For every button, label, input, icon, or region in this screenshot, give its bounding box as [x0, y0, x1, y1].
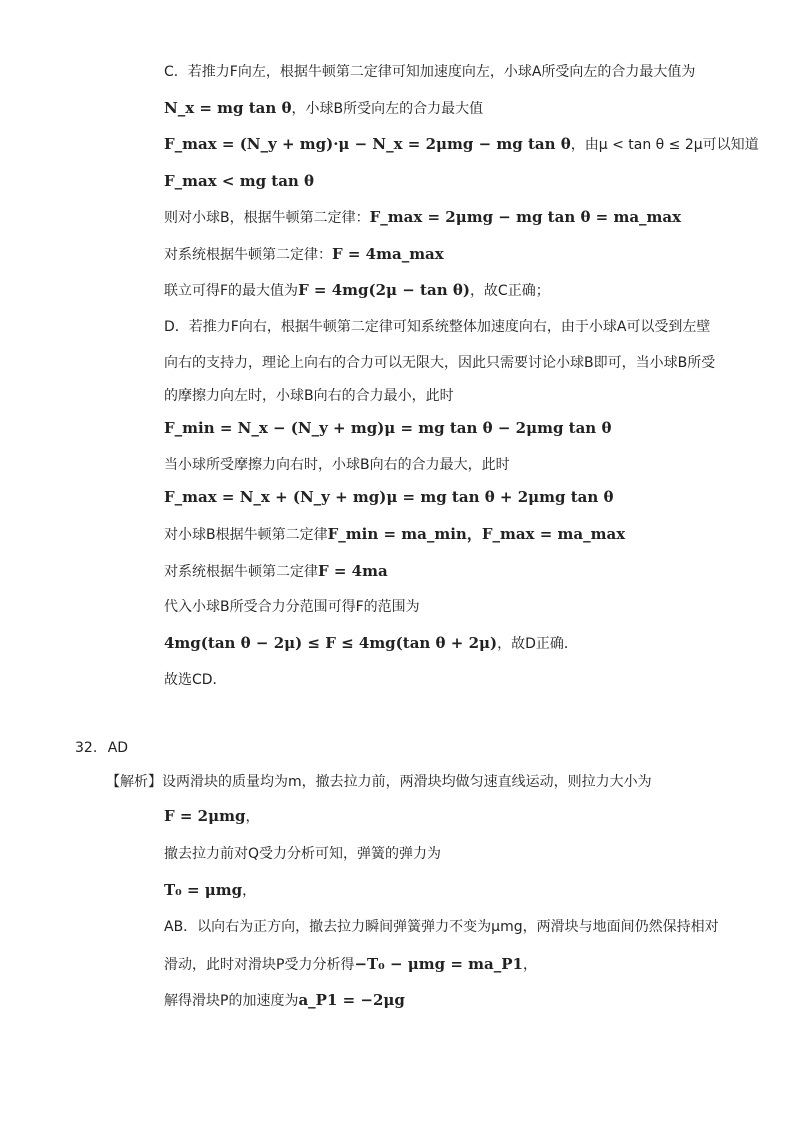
formula: F_min = N_x − (N_y + mg)μ = mg tan θ − 2μmg tan θ	[164, 419, 612, 437]
q32-line-1	[106, 772, 652, 792]
formula: F_max < mg tan θ	[164, 172, 315, 190]
d-line-4	[164, 418, 611, 439]
formula: F = 4ma	[318, 562, 388, 580]
text: ，小球B所受向左的合力最大值	[291, 101, 484, 117]
q32-header	[75, 738, 128, 758]
c-line-7	[164, 280, 550, 301]
d-line-2: 向右的支持力，理论上向右的合力可以无限大，因此只需要讨论小球B即可，当小球B所受	[164, 355, 716, 371]
d-line-5: 当小球所受摩擦力向右时，小球B向右的合力最大，此时	[164, 457, 510, 473]
text: ，由μ < tan θ ≤ 2μ可以知道	[570, 137, 759, 153]
q32-line-5: AB．以向右为正方向，撤去拉力瞬间弹簧弹力不变为μmg，两滑块与地面间仍然保持相对	[164, 919, 719, 935]
text: ，	[522, 957, 537, 973]
c-line-6	[164, 244, 444, 265]
q32-line-7	[164, 990, 405, 1011]
text: 设两滑块的质量均为m，撤去拉力前，两滑块均做匀速直线运动，则拉力大小为	[162, 774, 652, 790]
text: 解得滑块P的加速度为	[164, 993, 299, 1009]
c-line-5	[164, 207, 681, 228]
formula: 4mg(tan θ − 2μ) ≤ F ≤ 4mg(tan θ + 2μ)	[164, 634, 498, 652]
text: ，故D正确．	[497, 636, 578, 652]
c-line-2	[164, 98, 483, 119]
formula: F_max = (N_y + mg)·μ − N_x = 2μmg − mg tan θ	[164, 135, 571, 153]
text: ，故C正确；	[469, 283, 550, 299]
q32-line-4	[164, 880, 256, 901]
text: ，	[245, 809, 260, 825]
d-line-3: 的摩擦力向左时，小球B向右的合力最小，此时	[164, 388, 454, 404]
c-line-1: C．若推力F向左，根据牛顿第二定律可知加速度向左，小球A所受向左的合力最大值为	[164, 64, 696, 80]
c-line-3	[164, 134, 759, 155]
formula: F = 4ma_max	[332, 245, 444, 263]
d-line-9: 代入小球B所受合力分范围可得F的范围为	[164, 599, 420, 615]
formula: F_min = ma_min，F_max = ma_max	[327, 525, 626, 543]
formula: F_max = 2μmg − mg tan θ = ma_max	[369, 208, 682, 226]
formula: F = 2μmg	[164, 807, 246, 825]
d-line-8	[164, 561, 388, 582]
text: 对系统根据牛顿第二定律：	[164, 247, 332, 263]
d-line-6	[164, 487, 614, 508]
text: 联立可得F的最大值为	[164, 283, 299, 299]
q32-line-3: 撤去拉力前对Q受力分析可知，弹簧的弹力为	[164, 846, 442, 862]
text: 对小球B根据牛顿第二定律	[164, 527, 328, 543]
formula: T₀ = μmg	[164, 881, 243, 899]
text: ，	[242, 883, 257, 899]
d-line-1: D．若推力F向右，根据牛顿第二定律可知系统整体加速度向右，由于小球A可以受到左壁	[164, 319, 711, 335]
formula: −T₀ − μmg = ma_P1	[354, 955, 523, 973]
text: 对系统根据牛顿第二定律	[164, 564, 318, 580]
d-line-11: 故选CD．	[164, 672, 227, 688]
formula: F = 4mg(2μ − tan θ)	[298, 281, 470, 299]
formula: N_x = mg tan θ	[164, 99, 292, 117]
c-line-4	[164, 171, 314, 192]
q32-line-6	[164, 954, 537, 975]
d-line-10	[164, 633, 578, 654]
question-number: 32.	[75, 740, 98, 756]
text: 滑动，此时对滑块P受力分析得	[164, 957, 355, 973]
formula: a_P1 = −2μg	[298, 991, 405, 1009]
formula: F_max = N_x + (N_y + mg)μ = mg tan θ + 2μmg tan θ	[164, 488, 614, 506]
question-answer: AD	[107, 740, 129, 756]
d-line-7	[164, 524, 625, 545]
q32-line-2	[164, 806, 259, 827]
analysis-tag: 【解析】	[106, 774, 162, 790]
text: 则对小球B，根据牛顿第二定律：	[164, 210, 370, 226]
